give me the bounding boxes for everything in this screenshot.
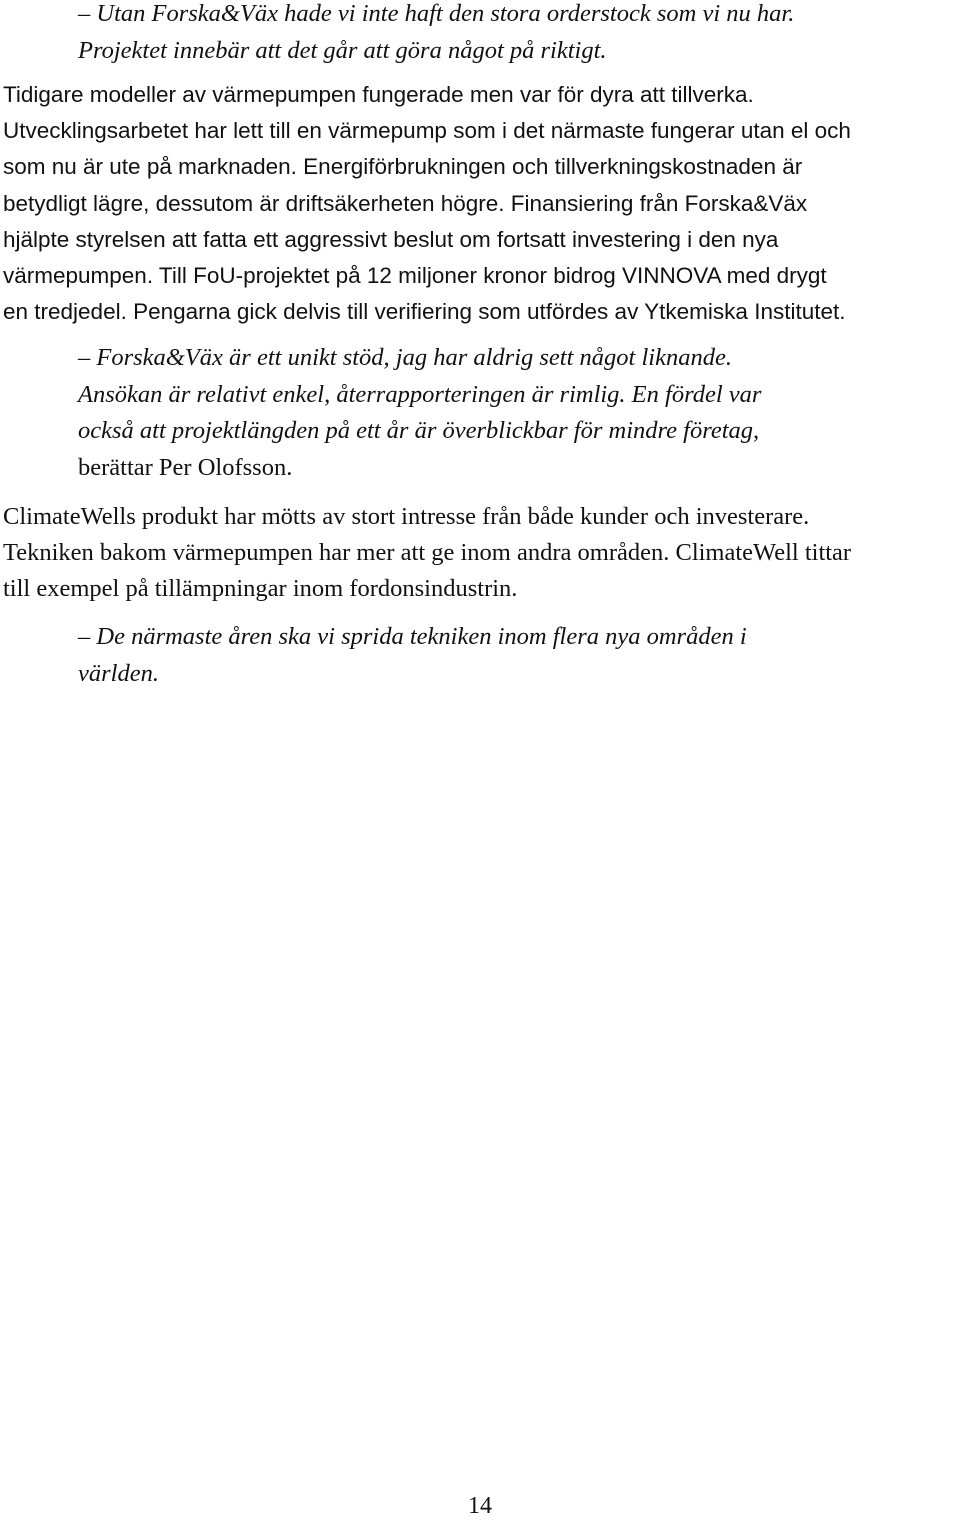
paragraph-line: värmepumpen. Till FoU-projektet på 12 miljoner kronor bidrog VINNOVA med drygt	[3, 263, 827, 289]
paragraph-line: ClimateWells produkt har mötts av stort intresse från både kunder och investerare.	[3, 503, 810, 530]
paragraph-line: som nu är ute på marknaden. Energiförbrukningen och tillverkningskostnaden är	[3, 154, 803, 180]
quote-line: Ansökan är relativt enkel, återrapporteringen är rimlig. En fördel var	[78, 380, 762, 408]
page-number: 14	[468, 1493, 492, 1519]
paragraph-line: Tidigare modeller av värmepumpen fungerade men var för dyra att tillverka.	[3, 82, 754, 107]
paragraph-heat-pump-development	[3, 77, 851, 330]
paragraph-line: till exempel på tillämpningar inom fordonsindustrin.	[3, 575, 518, 603]
quote-line: Projektet innebär att det går att göra något på riktigt.	[78, 36, 607, 64]
paragraph-line: Utvecklingsarbetet har lett till en värmepump som i det närmaste fungerar utan el och	[3, 118, 851, 144]
quote-attribution: berättar Per Olofsson.	[78, 453, 293, 481]
quote-line: också att projektlängden på ett år är överblickbar för mindre företag,	[78, 417, 760, 444]
quote-line: – Utan Forska&Väx hade vi inte haft den stora orderstock som vi nu har.	[78, 0, 795, 27]
paragraph-line: hjälpte styrelsen att fatta ett aggressivt beslut om fortsatt investering i den nya	[3, 226, 779, 252]
quote-orderstock	[78, 0, 794, 69]
quote-future-spread	[78, 619, 747, 692]
paragraph-line: en tredjedel. Pengarna gick delvis till verifiering som utfördes av Ytkemiska Institutet.	[3, 299, 846, 325]
paragraph-climatewell-interest	[3, 499, 851, 608]
paragraph-line: betydligt lägre, dessutom är driftsäkerheten högre. Finansiering från Forska&Väx	[3, 190, 808, 216]
quote-line: – Forska&Väx är ett unikt stöd, jag har aldrig sett något liknande.	[78, 344, 732, 371]
quote-line: världen.	[78, 659, 159, 687]
paragraph-line: Tekniken bakom värmepumpen har mer att ge inom andra områden. ClimateWell tittar	[3, 539, 852, 567]
quote-line: – De närmaste åren ska vi sprida tekniken inom flera nya områden i	[78, 623, 747, 650]
quote-unique-support	[78, 340, 761, 486]
